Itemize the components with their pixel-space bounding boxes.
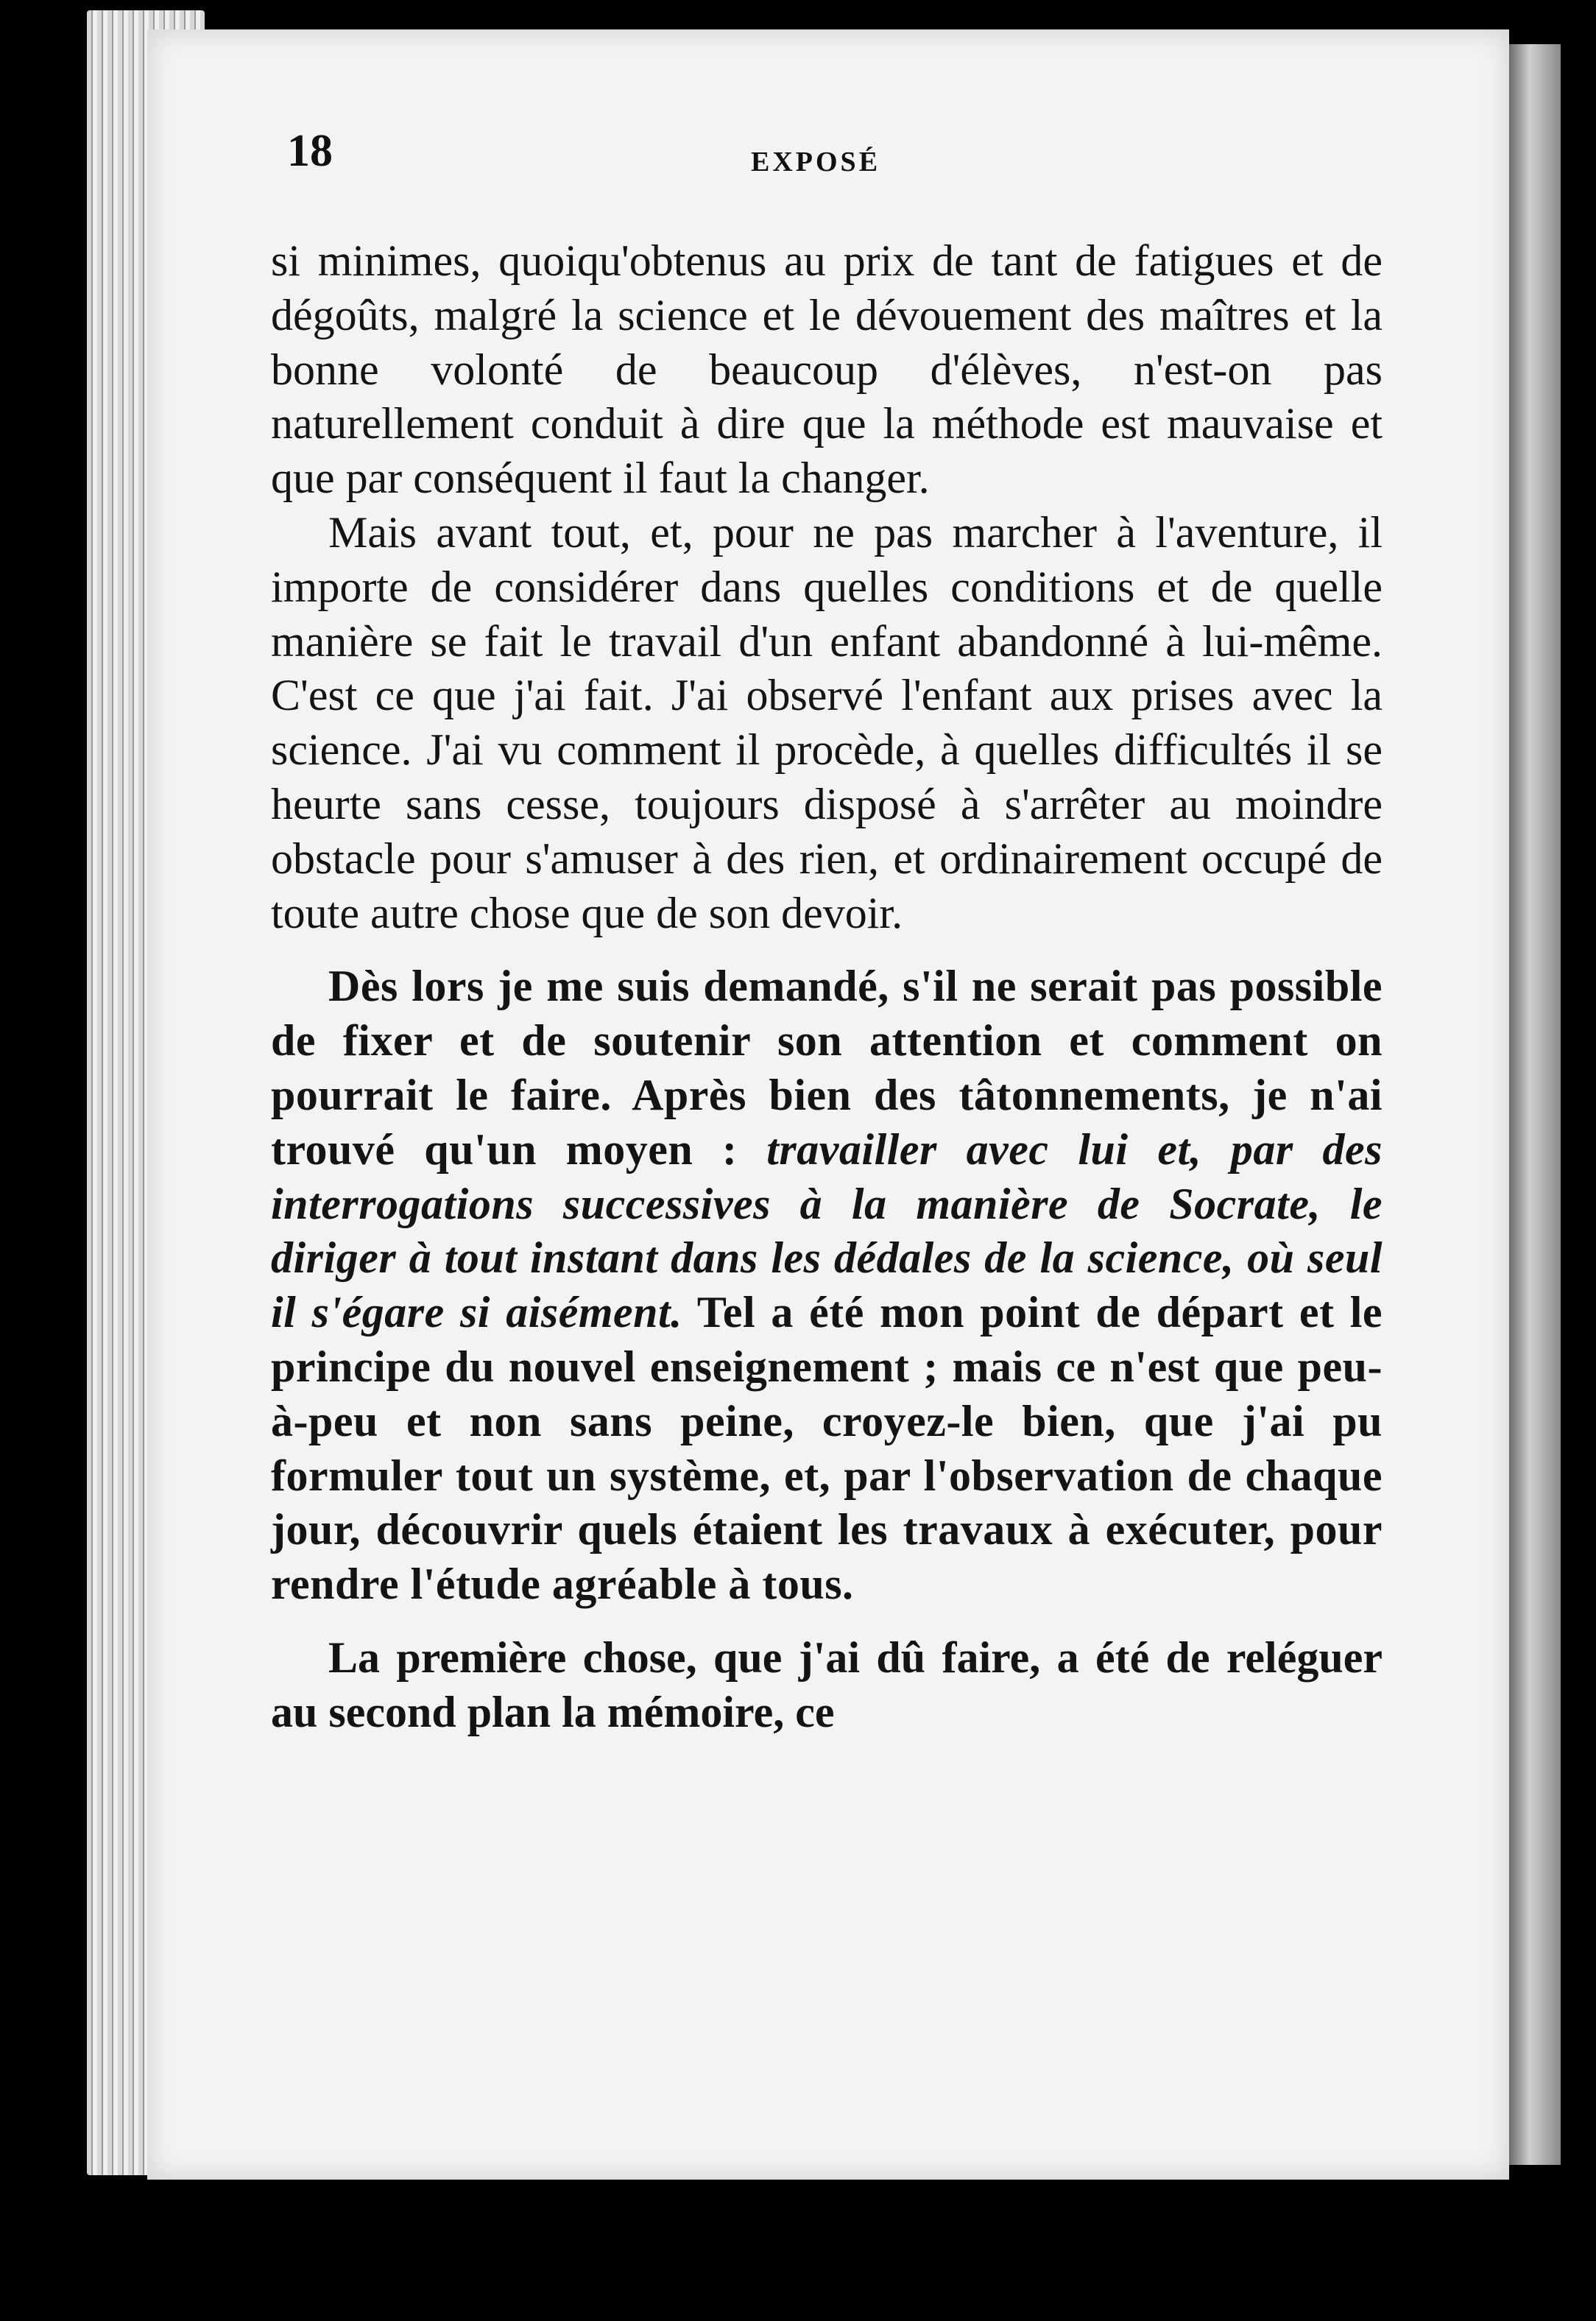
paragraph-3 bbox=[271, 959, 1383, 1612]
paragraph-2: Mais avant tout, et, pour ne pas marcher à l'aventure, il importe de considérer dans quelles conditions et de quelle manière se fait le travail d'un enfant abandonné à lui-même. C'est ce que j'ai fait. J'ai observé l'enfant aux prises avec la science. J'ai vu comment il procède, à quelles difficultés il se heurte sans cesse, toujours disposé à s'arrêter au moindre obstacle pour s'amuser à des rien, et ordinairement occupé de toute autre chose que de son devoir. bbox=[271, 507, 1383, 937]
page-number: 18 bbox=[287, 126, 333, 176]
paragraph-3-emphasis: travailler avec lui et, par des interrogations successives à la manière de Socrate, le diriger à tout instant dans les dédales de la science, où seul il s'égare si aisément. bbox=[271, 1124, 1383, 1337]
paragraph-1: si minimes, quoiqu'obtenus au prix de tant de fatigues et de dégoûts, malgré la science et le dévouement des maîtres et la bonne volonté de beaucoup d'élèves, n'est-on pas naturellement conduit à dire que la méthode est mauvaise et que par conséquent il faut la changer. bbox=[271, 236, 1383, 503]
paragraph-3-rest: Tel a été mon point de départ et le principe du nouvel enseignement ; mais ce n'est que peu-à-peu et non sans peine, croyez-le bien, que j'ai pu formuler tout un système, et, par l'observation de chaque jour, découvrir quels étaient les travaux à exécuter, pour rendre l'étude agréable à tous. bbox=[271, 1288, 1383, 1609]
body-text bbox=[271, 234, 1383, 1740]
paragraph-3-intro: Dès lors je me suis demandé, s'il ne serait pas possible de fixer et de soutenir son attention et comment on pourrait le faire. Après bien des tâtonnements, je n'ai trouvé qu'un moyen : bbox=[271, 962, 1383, 1174]
paragraph-4: La première chose, que j'ai dû faire, a été de reléguer au second plan la mémoire, ce bbox=[271, 1633, 1383, 1736]
running-head: EXPOSÉ bbox=[751, 147, 881, 177]
page-header bbox=[287, 125, 1391, 184]
binding-shadow bbox=[1509, 44, 1561, 2165]
